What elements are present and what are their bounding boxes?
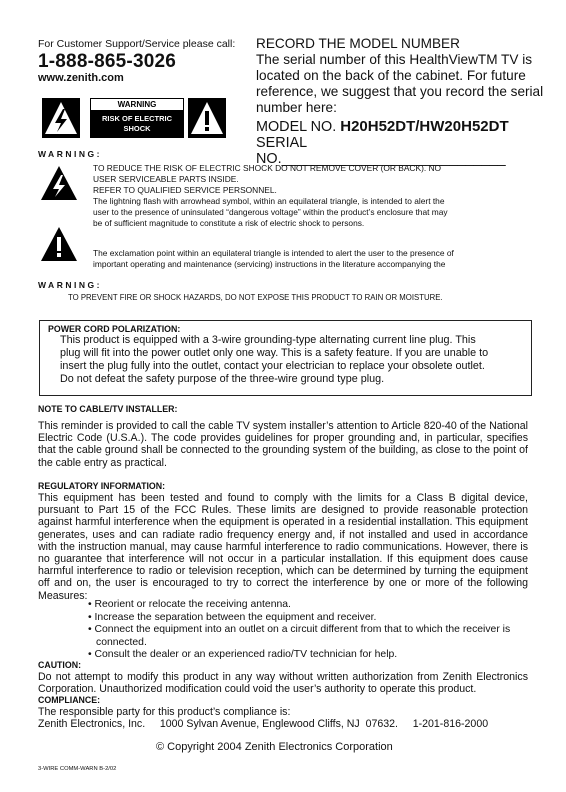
support-label: For Customer Support/Service please call: — [38, 38, 236, 50]
regulatory-text: This equipment has been tested and found to comply with the limits for a Class B digital device, pursuant to Part 15 of the FCC Rules. These limits are designed to provide reasonable protection against harmful interference when the equipment is operated in a residential installation. This equipment generates, uses and can radiate radio frequency energy and, if not installed and used in accordance with the instruction manual, may cause harmful interference to radio communications. However, there is no guarantee that interference will not occur in a particular installation. If this equipment does cause harmful interference to radio or television reception, which can be determined by turning the equipment off and on, the user is encouraged to try to correct the interference by one or more of the following Measures: — [38, 492, 528, 602]
document-code: 3-WIRE COMM-WARN B-2/02 — [38, 766, 117, 772]
warning-box-head: WARNING — [91, 99, 183, 111]
list-item: • Connect the equipment into an outlet on a circuit different from that to which the receiver is connected. — [88, 624, 511, 648]
list-item: • Increase the separation between the equipment and receiver. — [88, 611, 377, 623]
support-website: www.zenith.com — [38, 72, 124, 84]
warning2-text: TO PREVENT FIRE OR SHOCK HAZARDS, DO NOT EXPOSE THIS PRODUCT TO RAIN OR MOISTURE. — [68, 293, 443, 302]
polarization-title: POWER CORD POLARIZATION: — [48, 324, 181, 334]
exclamation-triangle-icon — [40, 225, 78, 263]
record-text: The serial number of this HealthViewTM TV is located on the back of the cabinet. For future reference, we suggest that you record the serial number here: — [256, 52, 544, 115]
warning-label-2: WARNING: — [38, 280, 102, 290]
exclamation-warning-icon — [188, 98, 226, 138]
warning-label-1: WARNING: — [38, 149, 102, 159]
regulatory-title: REGULATORY INFORMATION: — [38, 481, 166, 491]
lightning-triangle-icon — [40, 164, 78, 202]
compliance-title: COMPLIANCE: — [38, 695, 101, 705]
record-model-block — [256, 36, 546, 167]
serial-label: SERIAL NO.____________________________ — [256, 135, 506, 167]
cable-title: NOTE TO CABLE/TV INSTALLER: — [38, 404, 178, 414]
list-item: • Reorient or relocate the receiving antenna. — [88, 599, 291, 610]
model-value: H20H52DT/HW20H52DT — [340, 118, 509, 135]
copyright: © Copyright 2004 Zenith Electronics Corporation — [156, 741, 393, 753]
power-cord-polarization-box — [39, 320, 532, 396]
compliance-line2: Zenith Electronics, Inc. 1000 Sylvan Avenue, Englewood Cliffs, NJ 07632. 1-201-816-2000 — [38, 718, 489, 730]
list-item: • Consult the dealer or an experienced radio/TV technician for help. — [88, 649, 398, 661]
exclamation-text: The exclamation point within an equilateral triangle is intended to alert the user to the presence of important operating and maintenance (servicing) instructions in the literature accompanying the — [93, 248, 454, 269]
caution-text: Do not attempt to modify this product in any way without written authorization from Zenith Electronics Corporation. Unauthorized modification could void the user’s authority to operate this product. — [38, 671, 528, 696]
warning1-text: TO REDUCE THE RISK OF ELECTRIC SHOCK DO NOT REMOVE COVER (OR BACK). NO USER SERVICEABLE PARTS INSIDE. REFER TO QUALIFIED SERVICE PERSONNEL. The lightning flash with arrowhead symbol, within an equilateral triangle, is intended to alert the user to the presence of uninsulated “dangerous voltage” within the product’s enclosure that may be of sufficient magnitude to constitute a risk of electric shock to persons. — [93, 163, 448, 228]
warning-box-line2: SHOCK — [123, 124, 151, 133]
caution-title: CAUTION: — [38, 660, 82, 670]
lightning-warning-icon — [42, 98, 80, 138]
polarization-text: This product is equipped with a 3-wire grounding-type alternating current line plug. This plug will fit into the power outlet only one way. This is a safety feature. If you are unable to insert the plug fully into the outlet, contact your electrician to replace your obsolete outlet. Do not defeat the safety purpose of the three-wire ground type plug. — [60, 334, 489, 385]
risk-of-electric-shock-label — [90, 98, 184, 138]
model-label: MODEL NO. — [256, 119, 337, 135]
record-heading: RECORD THE MODEL NUMBER — [256, 36, 460, 51]
warning-box-line1: RISK OF ELECTRIC — [101, 114, 172, 123]
regulatory-measures-list — [88, 599, 528, 662]
compliance-line1: The responsible party for this product’s compliance is: — [38, 706, 291, 718]
cable-text: This reminder is provided to call the cable TV system installer’s attention to Article 820-40 of the National Electric Code (U.S.A.). The code provides guidelines for proper grounding and, in particular, specifies that the cable ground shall be connected to the grounding system of the building, as close to the point of the cable entry as practical. — [38, 420, 528, 469]
support-phone: 1-888-865-3026 — [38, 51, 177, 72]
